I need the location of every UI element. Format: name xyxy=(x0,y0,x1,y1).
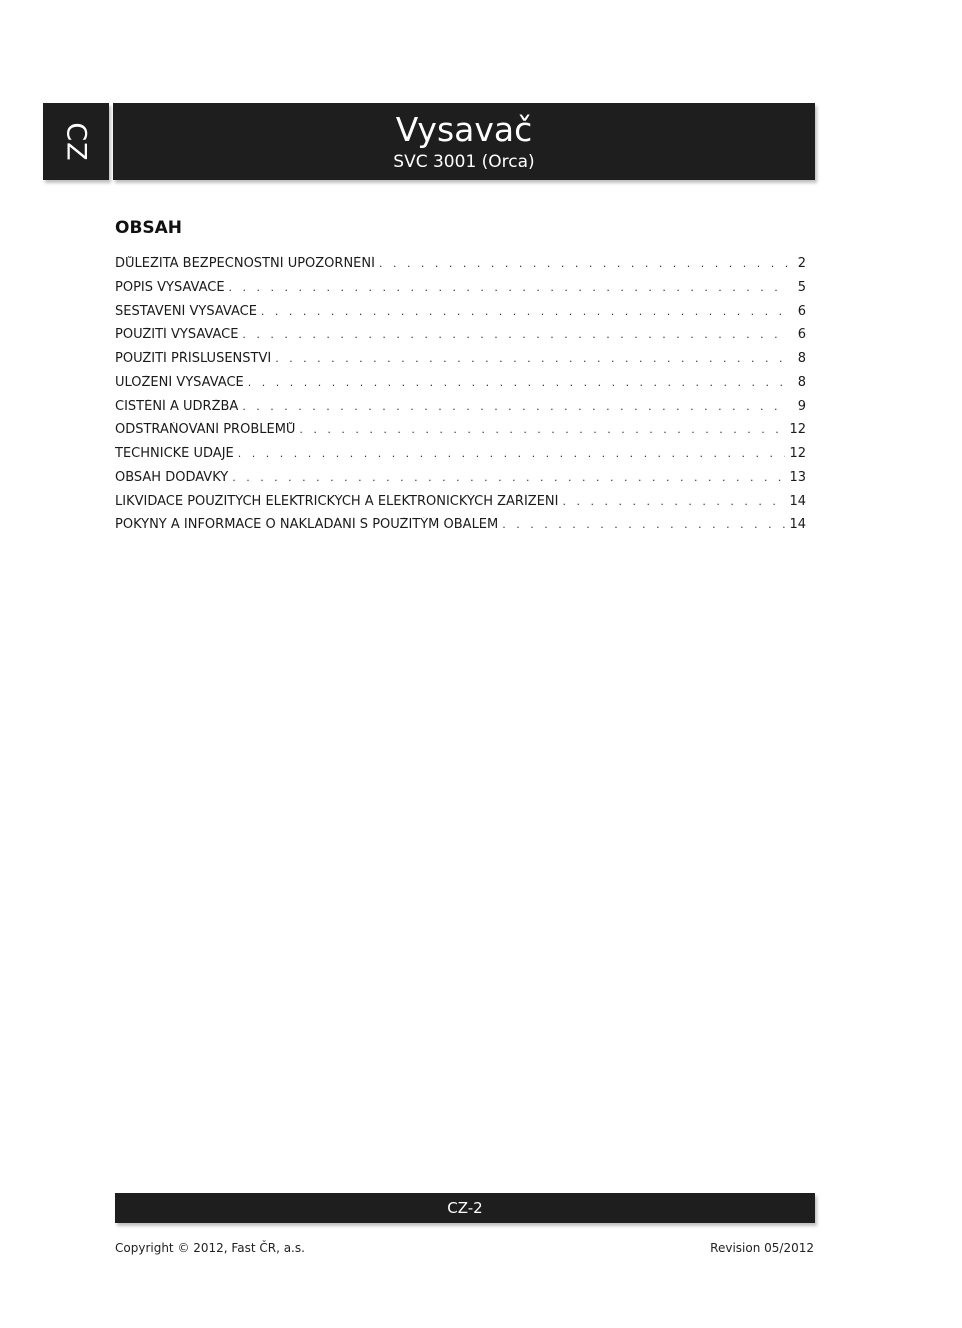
toc-entry-page: 14 xyxy=(789,517,806,533)
footer-page-number-bar xyxy=(115,1193,815,1223)
toc-entry-title: POKYNY A INFORMACE O NAKLÁDÁNÍ S POUŽITÝM OBALEM xyxy=(115,517,499,533)
page-title: Vysavač xyxy=(395,110,533,149)
page-header xyxy=(113,103,815,180)
toc-entry[interactable] xyxy=(115,470,806,494)
toc-entry-page: 6 xyxy=(797,327,806,343)
toc-heading: OBSAH xyxy=(115,218,183,238)
toc-entry-title: TECHNICKÉ ÚDAJE xyxy=(115,446,234,461)
toc-entry[interactable] xyxy=(115,375,806,399)
dot-leader xyxy=(562,495,785,508)
dot-leader xyxy=(379,257,788,270)
toc-entry-page: 12 xyxy=(789,422,806,438)
toc-entry[interactable] xyxy=(115,399,806,423)
language-tab xyxy=(43,103,109,180)
dot-leader xyxy=(261,305,788,318)
toc-entry[interactable] xyxy=(115,327,806,351)
toc-entry-title: ČIŠTĚNÍ A ÚDRŽBA xyxy=(115,398,239,414)
toc-entry-page: 8 xyxy=(797,351,806,366)
dot-leader xyxy=(229,281,788,294)
toc-entry[interactable] xyxy=(115,351,806,375)
dot-leader xyxy=(502,518,785,531)
toc-entry[interactable] xyxy=(115,517,806,541)
toc-entry-page: 12 xyxy=(789,446,806,461)
table-of-contents xyxy=(115,256,806,541)
toc-entry-page: 9 xyxy=(797,398,806,414)
toc-entry-title: OBSAH DODÁVKY xyxy=(115,469,229,485)
dot-leader xyxy=(299,423,785,436)
language-code: CZ xyxy=(60,121,92,162)
toc-entry[interactable] xyxy=(115,256,806,280)
dot-leader xyxy=(238,447,786,460)
toc-entry-title: POPIS VYSAVAČE xyxy=(115,279,225,295)
toc-entry[interactable] xyxy=(115,280,806,304)
toc-entry[interactable] xyxy=(115,494,806,518)
dot-leader xyxy=(232,471,785,484)
toc-entry-title: POUŽITÍ VYSAVAČE xyxy=(115,327,239,343)
toc-entry-page: 14 xyxy=(789,493,806,509)
toc-entry-title: ODSTRAŇOVÁNÍ PROBLÉMŮ xyxy=(115,422,296,438)
toc-entry[interactable] xyxy=(115,422,806,446)
model-subtitle: SVC 3001 (Orca) xyxy=(393,152,535,172)
toc-entry-page: 8 xyxy=(797,374,806,390)
toc-entry-title: SESTAVENÍ VYSAVAČE xyxy=(115,303,257,319)
toc-entry[interactable] xyxy=(115,304,806,328)
revision-text: Revision 05/2012 xyxy=(710,1241,814,1255)
toc-entry-page: 2 xyxy=(797,256,806,271)
toc-entry-page: 13 xyxy=(789,469,806,485)
toc-entry-title: ULOŽENÍ VYSAVAČE xyxy=(115,374,244,390)
toc-entry-title: POUŽITÍ PŘÍSLUŠENSTVÍ xyxy=(115,351,272,366)
dot-leader xyxy=(275,352,788,365)
dot-leader xyxy=(242,400,788,413)
toc-entry-title: DŮLEŽITÁ BEZPEČNOSTNÍ UPOZORNĚNÍ xyxy=(115,256,375,271)
toc-entry[interactable] xyxy=(115,446,806,470)
copyright-text: Copyright © 2012, Fast ČR, a.s. xyxy=(115,1241,305,1255)
dot-leader xyxy=(242,328,788,341)
toc-entry-page: 5 xyxy=(797,279,806,295)
dot-leader xyxy=(248,376,788,389)
page-number: CZ-2 xyxy=(447,1199,483,1217)
toc-entry-page: 6 xyxy=(797,303,806,319)
toc-entry-title: LIKVIDACE POUŽITÝCH ELEKTRICKÝCH A ELEKTRONICKÝCH ZAŘÍZENÍ xyxy=(115,493,559,509)
